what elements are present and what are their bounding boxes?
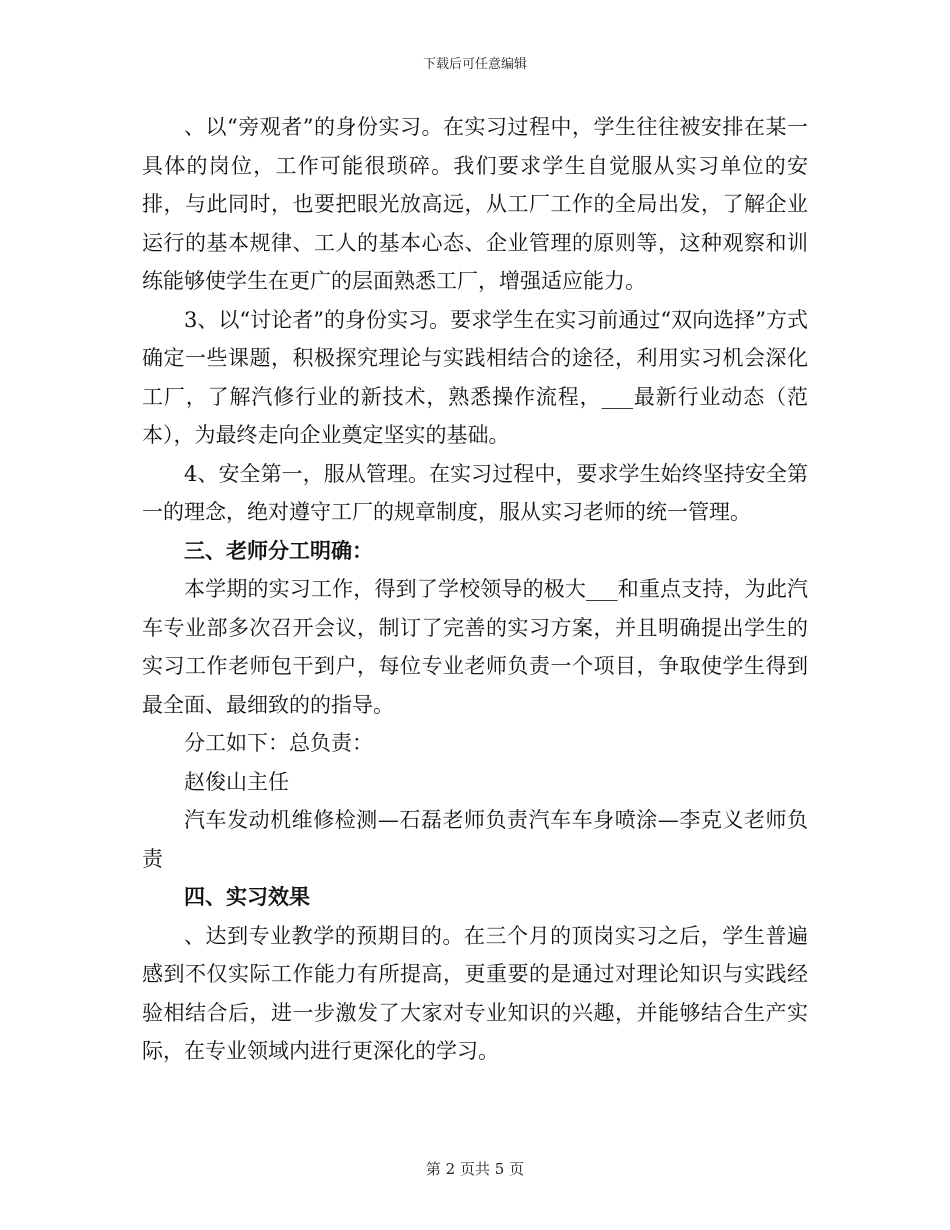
paragraph-safety: 4、安全第一，服从管理。在实习过程中，要求学生始终坚持安全第一的理念，绝对遵守工厂的规章制度，服从实习老师的统一管理。 [142,461,808,524]
paragraph-teacher-assignments: 汽车发动机维修检测—石磊老师负责汽车车身喷涂—李克义老师负责 [142,808,808,871]
page-header: 下载后可任意编辑 [422,57,527,72]
paragraph-observer: 、以“旁观者”的身份实习。在实习过程中，学生往往被安排在某一具体的岗位，工作可能很琐碎。我们要求学生自觉服从实习单位的安排，与此同时，也要把眼光放高远，从工厂工作的全局出发，了解企业运行的基本规律、工人的基本心态、企业管理的原则等，这种观察和训练能够使学生在更广的层面熟悉工厂，增强适应能力。 [142,115,808,293]
page-number: 第 2 页共 5 页 [425,1160,525,1178]
paragraph-division-intro: 分工如下：总负责： [184,731,373,755]
paragraph-discussant: 3、以“讨论者”的身份实习。要求学生在实习前通过“双向选择”方式确定一些课题，积极探究理论与实践相结合的途径，利用实习机会深化工厂，了解汽修行业的新技术，熟悉操作流程，___最新行业动态（范本），为最终走向企业奠定坚实的基础。 [142,307,808,447]
paragraph-director: 赵俊山主任 [184,769,289,794]
section-heading-results: 四、实习效果 [184,884,310,909]
section-heading-teacher-division: 三、老师分工明确： [184,537,373,563]
paragraph-semester-work: 本学期的实习工作，得到了学校领导的极大___和重点支持，为此汽车专业部多次召开会议，制订了完善的实习方案，并且明确提出学生的实习工作老师包干到户，每位专业老师负责一个项目，争取使学生得到最全面、最细致的的指导。 [142,577,808,717]
document-body [142,108,808,1071]
paragraph-teaching-goal: 、达到专业教学的预期目的。在三个月的顶岗实习之后，学生普遍感到不仅实际工作能力有所提高，更重要的是通过对理论知识与实践经验相结合后，进一步激发了大家对专业知识的兴趣，并能够结合生产实际，在专业领域内进行更深化的学习。 [142,923,808,1063]
